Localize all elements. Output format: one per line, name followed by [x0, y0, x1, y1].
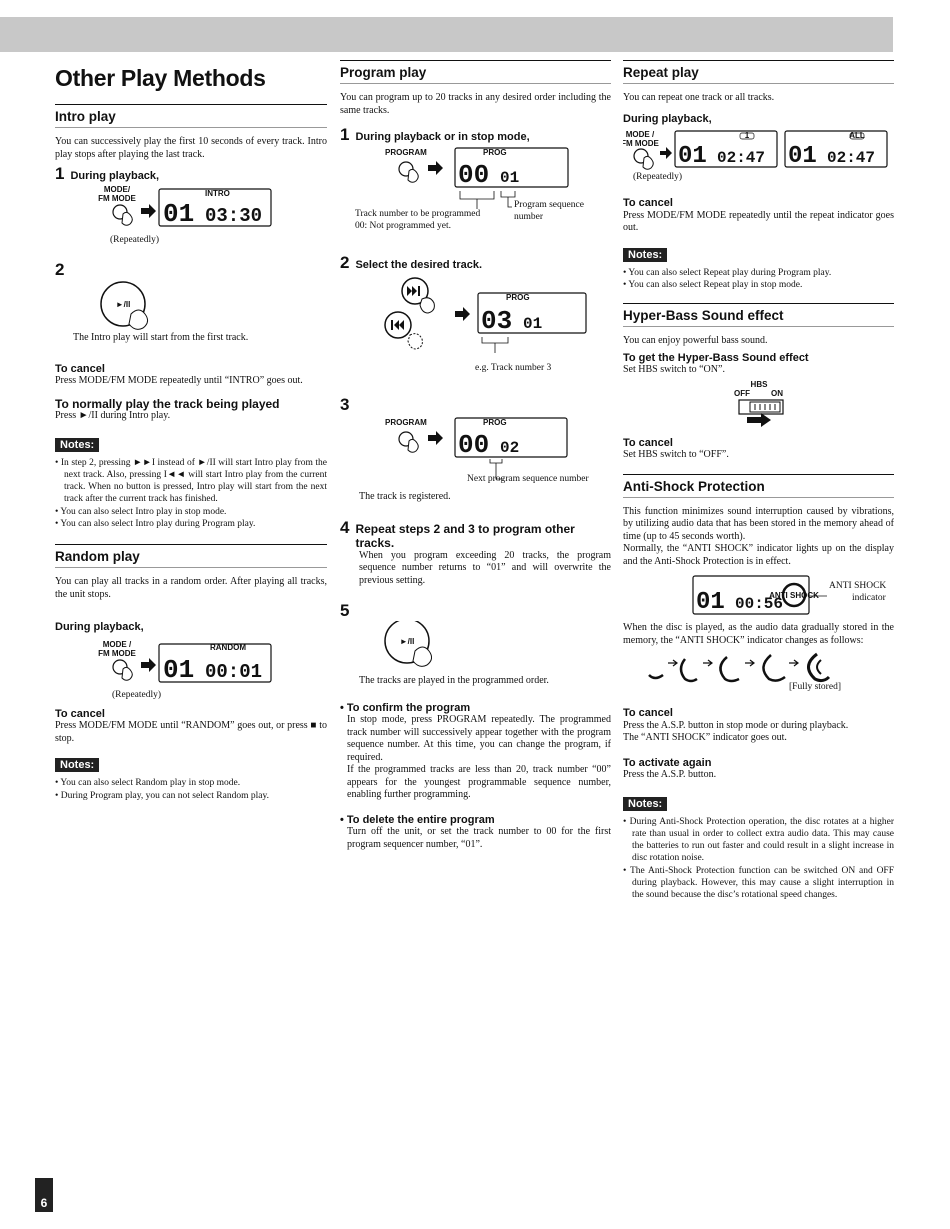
- asp-cancel-heading: To cancel: [623, 707, 673, 720]
- lcd-track: 00: [458, 430, 490, 460]
- random-cancel-body: Press MODE/FM MODE until “RANDOM” goes out, or press ■ to stop.: [55, 720, 327, 744]
- column-middle: [340, 60, 611, 851]
- asp-callout: indicator: [852, 593, 886, 604]
- lcd-indicator: PROG: [483, 148, 507, 157]
- step-number: 2: [55, 260, 65, 279]
- hbs-switch-figure: [623, 377, 894, 433]
- hbs-switch-diagram: [623, 377, 894, 433]
- note-item: • During Program play, you can not select Random play.: [55, 790, 327, 802]
- asp-cancel-body: Press the A.S.P. button in stop mode or during playback.: [623, 719, 849, 731]
- arrow-right-icon: [428, 431, 443, 445]
- note-item: • The Anti-Shock Protection function can be switched ON and OFF during playback. However, this may cause a slight interruption in the sound because the disc’s rotational speed changes.: [623, 865, 894, 902]
- program-step-1: [340, 125, 611, 145]
- hbs-get-heading: To get the Hyper-Bass Sound effect: [623, 351, 809, 364]
- finger-dashed-icon: [408, 334, 422, 349]
- step4-body: When you program exceeding 20 tracks, the program sequence number returns to “01” and will overwrite the previous setting.: [359, 549, 611, 586]
- repeat-body: You can repeat one track or all tracks.: [623, 92, 775, 103]
- column-left: [55, 60, 327, 802]
- lcd-time: 00:01: [205, 660, 263, 683]
- section-heading-repeat: Repeat play: [623, 60, 894, 84]
- finger-icon: [122, 667, 132, 680]
- random-body: You can play all tracks in a random order. After playing all tracks, the unit stops.: [55, 576, 327, 600]
- program-step-3: [340, 395, 611, 415]
- asp-sequence-figure: [623, 651, 894, 697]
- program-step-2: [340, 253, 611, 273]
- step3-callout: Next program sequence number: [467, 474, 589, 484]
- hbs-get-body: Set HBS switch to “ON”.: [623, 364, 725, 376]
- asp-notes-list: [623, 816, 894, 902]
- section-heading-intro: Intro play: [55, 104, 327, 128]
- finger-icon: [122, 212, 132, 225]
- confirm-heading: • To confirm the program: [340, 701, 471, 714]
- switch-on-label: ON: [771, 388, 783, 398]
- lcd-seq: 02: [500, 439, 520, 457]
- step-number: 4: [340, 517, 350, 537]
- mode-button-lcd-diagram: [55, 640, 327, 704]
- lcd-track: 00: [458, 160, 490, 190]
- program-step-5: [340, 601, 611, 621]
- confirm-body: If the programmed tracks are less than 20, track number “00” appears for the youngest programmable sequence number, enabling further programming.: [347, 764, 611, 800]
- asp-callout: ANTI SHOCK: [829, 581, 887, 592]
- lcd-time: 03:30: [205, 205, 263, 227]
- button-label: FM MODE: [98, 648, 136, 658]
- button-label: MODE /: [625, 130, 655, 139]
- finger-icon: [129, 310, 148, 329]
- asp-activate-body: Press the A.S.P. button.: [623, 769, 717, 781]
- finger-icon: [408, 169, 418, 182]
- button-label: MODE /: [102, 639, 132, 649]
- asp-stage-icon: [649, 675, 663, 678]
- notes-badge: Notes:: [55, 758, 99, 772]
- asp-stage-icon: [763, 655, 785, 681]
- repeatedly-caption: (Repeatedly): [633, 172, 683, 182]
- intro-step-1: [55, 164, 327, 184]
- lcd-seq: 01: [500, 169, 520, 187]
- arrow-right-icon: [428, 161, 443, 175]
- delete-body: Turn off the unit, or set the track number to 00 for the first program sequencer number, “01”.: [347, 826, 611, 850]
- finger-icon: [420, 298, 434, 313]
- fully-stored-label: [Fully stored]: [789, 682, 841, 693]
- intro-mode-figure: [55, 184, 327, 254]
- section-heading-random: Random play: [55, 544, 327, 568]
- callout-lines: [460, 191, 515, 209]
- step-text: During playback or in stop mode,: [355, 131, 530, 143]
- asp-stage-icon: [720, 657, 739, 681]
- step3-caption: The track is registered.: [359, 491, 451, 502]
- mode-button-lcd-diagram: [55, 184, 327, 254]
- random-mode-figure: [55, 640, 327, 704]
- intro-notes-list: [55, 457, 327, 531]
- repeat-during: During playback,: [623, 112, 712, 125]
- note-item: • In step 2, pressing ►►I instead of ►/II will start Intro play from the next track. Also, pressing I◄◄ will start Intro play from the current track. When no button is pressed, Intro play will start from the next track after the current track has finished.: [55, 457, 327, 506]
- arrow-right-icon: [141, 658, 156, 672]
- intro-cancel-heading: To cancel: [55, 362, 105, 375]
- lcd-track: 01: [163, 199, 195, 229]
- play-button-figure: [55, 280, 327, 332]
- note-item: • You can also select Repeat play in stop mode.: [623, 279, 894, 291]
- delete-heading: • To delete the entire program: [340, 813, 495, 826]
- intro-cancel-body: Press MODE/FM MODE repeatedly until “INTRO” goes out.: [55, 375, 303, 386]
- step2-caption: e.g. Track number 3: [475, 363, 552, 373]
- play-label: ►/II: [115, 300, 131, 309]
- section-heading-program: Program play: [340, 60, 611, 84]
- random-notes-list: [55, 777, 327, 802]
- arrow-right-icon: [455, 307, 470, 321]
- section-heading-asp: Anti-Shock Protection: [623, 474, 894, 498]
- random-during: During playback,: [55, 621, 144, 634]
- section-heading-hbs: Hyper-Bass Sound effect: [623, 303, 894, 327]
- program-step2-figure: [340, 273, 611, 381]
- finger-icon: [413, 647, 432, 666]
- play-button-figure: [340, 621, 611, 675]
- asp-body: Normally, the “ANTI SHOCK” indicator lights up on the display and the Anti-Shock Protection is in effect.: [623, 543, 894, 567]
- step-number: 1: [340, 125, 350, 144]
- lcd-indicator: PROG: [506, 293, 530, 302]
- asp-body: When the disc is played, as the audio data gradually stored in the memory, the “ANTI SHOCK” indicator changes as follows:: [623, 622, 894, 646]
- lcd-track: 03: [481, 306, 513, 336]
- play-label: ►/II: [399, 637, 415, 646]
- note-item: • During Anti-Shock Protection operation, the disc rotates at a higher rate than usual in order to collect extra audio data. This may cause the batteries to run out faster and could result in a slight increase in disc rotation noise.: [623, 816, 894, 865]
- play-button-diagram: [340, 621, 611, 675]
- step-text: Select the desired track.: [355, 259, 483, 271]
- hbs-body: You can enjoy powerful bass sound.: [623, 335, 768, 347]
- notes-badge: Notes:: [623, 797, 667, 811]
- finger-icon: [408, 439, 418, 452]
- hbs-cancel-body: Set HBS switch to “OFF”.: [623, 449, 729, 461]
- lcd-indicator: 1: [744, 131, 750, 140]
- lcd-time: 02:47: [717, 149, 766, 167]
- lcd-time: 00:56: [735, 595, 784, 614]
- lcd-seq: 01: [523, 315, 543, 333]
- intro-body: You can successively play the first 10 seconds of every track. Intro play stops after playing the last track.: [55, 136, 327, 160]
- callout-seq: number: [514, 212, 544, 222]
- arrow-right-icon: [141, 204, 156, 218]
- page-number: 6: [35, 1178, 53, 1212]
- repeatedly-caption: (Repeatedly): [112, 689, 162, 700]
- program-body: You can program up to 20 tracks in any desired order including the same tracks.: [340, 92, 611, 116]
- button-label: FM MODE: [623, 139, 659, 148]
- note-item: • You can also select Intro play during Program play.: [55, 518, 327, 530]
- program-step-4: [340, 518, 611, 550]
- lcd-indicator: INTRO: [205, 189, 230, 198]
- callout-seq: Program sequence: [514, 200, 584, 210]
- callout-track: 00: Not programmed yet.: [355, 221, 452, 231]
- finger-icon: [643, 156, 653, 169]
- note-item: • You can also select Random play in stop mode.: [55, 777, 327, 789]
- step-number: 3: [340, 395, 350, 414]
- repeat-cancel-heading: To cancel: [623, 197, 673, 209]
- asp-activate-heading: To activate again: [623, 756, 712, 769]
- lcd-indicator: RANDOM: [210, 642, 246, 652]
- note-item: • You can also select Repeat play during Program play.: [623, 267, 894, 279]
- program-step3-figure: [340, 415, 611, 491]
- arrow-right-icon: [660, 147, 672, 159]
- play-button-diagram: [55, 280, 327, 332]
- notes-badge: Notes:: [623, 248, 667, 262]
- step-text: Repeat steps 2 and 3 to program other tracks.: [355, 521, 575, 550]
- program-step1-figure: [340, 145, 611, 243]
- hbs-cancel-heading: To cancel: [623, 436, 673, 449]
- lcd-track: 01: [788, 143, 817, 170]
- asp-lcd-figure: [623, 574, 894, 622]
- note-item: • You can also select Intro play in stop mode.: [55, 506, 327, 518]
- repeatedly-caption: (Repeatedly): [110, 235, 160, 245]
- intro-normal-heading: To normally play the track being played: [55, 396, 280, 411]
- intro-step-2: [55, 260, 327, 280]
- repeat-notes-list: [623, 267, 894, 292]
- notes-badge: Notes:: [55, 438, 99, 452]
- button-label: PROGRAM: [385, 418, 427, 427]
- callout-lines: [482, 337, 508, 353]
- lcd-track: 01: [163, 654, 195, 685]
- lcd-indicator: PROG: [483, 418, 507, 427]
- intro-normal-body: Press ►/II during Intro play.: [55, 410, 171, 421]
- lcd-indicator: ALL: [849, 131, 865, 140]
- lcd-track: 01: [678, 143, 707, 170]
- step5-caption: The tracks are played in the programmed order.: [359, 675, 549, 686]
- switch-label: HBS: [750, 379, 768, 389]
- random-cancel-heading: To cancel: [55, 707, 105, 720]
- repeat-cancel-body: Press MODE/FM MODE repeatedly until the repeat indicator goes out.: [623, 209, 894, 233]
- asp-stage-icon: [681, 659, 697, 681]
- step-number: 1: [55, 164, 65, 183]
- button-label: PROGRAM: [385, 148, 427, 157]
- callout-track: Track number to be programmed: [355, 209, 481, 219]
- confirm-body: In stop mode, press PROGRAM repeatedly. The programmed track number will successively appear together with the program sequence number. At this time, you can change the program, if required.: [347, 714, 611, 763]
- button-label: MODE/: [103, 185, 131, 194]
- step-number: 2: [340, 253, 350, 272]
- asp-sequence-diagram: [623, 651, 894, 697]
- step-text: During playback,: [70, 170, 160, 182]
- lcd-indicator: ANTI SHOCK: [769, 591, 819, 601]
- asp-body: This function minimizes sound interruption caused by vibrations, by utilizing audio data that has been stored in the memory ahead of time (up to 45 seconds worth).: [623, 505, 894, 542]
- page-title: Other Play Methods: [55, 65, 266, 91]
- column-right: [623, 60, 894, 902]
- asp-stage-full-icon: [808, 654, 829, 681]
- intro-step2-caption: The Intro play will start from the first track.: [73, 332, 249, 343]
- button-label: FM MODE: [98, 194, 136, 203]
- step-number: 5: [340, 601, 350, 620]
- arrow-right-icon: [747, 413, 771, 427]
- lcd-time: 02:47: [827, 149, 876, 167]
- header-band: [0, 17, 893, 52]
- lcd-track: 01: [696, 589, 725, 617]
- repeat-figure: [623, 129, 894, 191]
- asp-cancel-body: The “ANTI SHOCK” indicator goes out.: [623, 732, 787, 744]
- switch-off-label: OFF: [734, 388, 750, 398]
